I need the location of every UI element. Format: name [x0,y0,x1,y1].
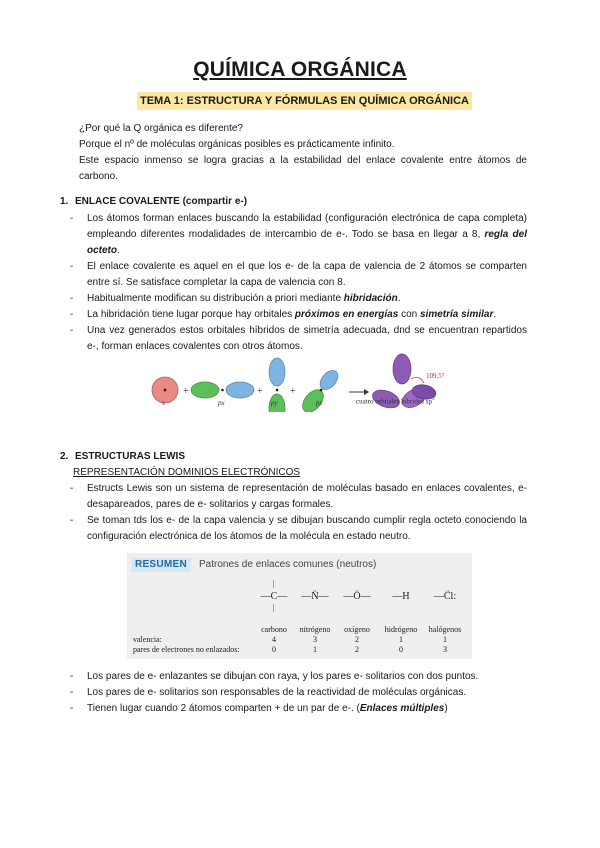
table-cell: 2 [355,635,359,644]
summary-badge: RESUMEN [131,558,191,572]
px-lobe-green [191,382,219,398]
lewis-carbon: —C— [260,591,288,602]
table-cell: 4 [272,635,276,644]
bullet-dash: - [70,309,74,320]
table-cell: 0 [399,645,403,654]
bullet-dash: - [70,671,74,682]
column-header: hidrógeno [384,625,418,634]
nucleus-dot [221,389,224,392]
bullet-dash: - [70,515,74,526]
summary-title: Patrones de enlaces comunes (neutros) [199,559,377,570]
nucleus-dot [164,389,167,392]
lewis-nitrogen: —N̈— [301,591,329,602]
pz-lobe-green [299,386,328,412]
column-header: carbono [261,625,287,634]
column-header: nitrógeno [299,625,331,634]
summary-table [127,553,472,659]
section2-heading: ESTRUCTURAS LEWIS [75,451,185,462]
list-item: Tienen lugar cuando 2 átomos comparten + de un par de e-. (Enlaces múltiples) [87,703,448,714]
bullet-dash: - [70,483,74,494]
page-title: QUÍMICA ORGÁNICA [193,58,407,81]
row-label-valence: valencia: [133,635,162,644]
list-item: Una vez generados estos orbitales híbridos de simetría adecuada, dnd se encuentran repartidos e-, forman enlaces covalentes con otros átomos. [87,325,527,352]
list-item: Se toman tds los e- de la capa valencia y se dibujan buscando cumplir regla octeto conociendo la configuración electrónica de los átomos de la molécula en estado neutro. [87,515,527,542]
angle-label: 109.5° [426,372,445,380]
bullet-dash: - [70,213,74,224]
section1-heading: ENLACE COVALENTE (compartir e-) [75,196,248,207]
bullet-dash: - [70,703,74,714]
table-cell: 1 [399,635,403,644]
table-cell: 1 [313,645,317,654]
bullet-dash: - [70,293,74,304]
plus-sign: + [257,386,263,397]
px-lobe-blue [226,382,254,398]
column-header: halógenos [428,625,462,634]
list-item: Habitualmente modifican su distribución a priori mediante hibridación. [87,293,401,304]
table-cell: 3 [313,635,317,644]
bullet-dash: - [70,261,74,272]
nucleus-dot [320,389,323,392]
label-pz: pz [316,399,323,407]
lewis-halogen: —C̈l: [433,591,457,602]
intro-question: ¿Por qué la Q orgánica es diferente? [79,123,243,134]
py-lobe-blue [269,358,285,386]
section2-number: 2. [60,451,69,462]
bond-line: | [273,603,275,612]
bullet-dash: - [70,687,74,698]
section2-subheading: REPRESENTACIÓN DOMINIOS ELECTRÓNICOS [73,467,301,478]
label-s: s [162,399,165,407]
column-header: oxígeno [344,625,370,634]
label-py: py [271,399,278,407]
label-px: px [218,399,225,407]
list-item: Los átomos forman enlaces buscando la estabilidad (configuración electrónica de capa completa) empleando diferentes modalidades de intercambio de e-. Todo se basa en llegar a 8, regla del octeto. [87,213,527,256]
bond-line: | [273,579,275,588]
row-label-lone-pairs: pares de electrones no enlazados: [133,645,240,654]
table-cell: 1 [443,635,447,644]
bullet-dash: - [70,325,74,336]
page-subtitle: TEMA 1: ESTRUCTURA Y FÓRMULAS EN QUÍMICA ORGÁNICA [137,92,472,110]
plus-sign: + [290,386,296,397]
sp3-lobe-top [393,354,411,384]
nucleus-dot [276,389,279,392]
arrow-head [364,389,369,395]
table-cell: 3 [443,645,447,654]
list-item: Estructs Lewis son un sistema de representación de moléculas basado en enlaces covalentes, e- desapareados, pares de e- solitarios y cargas formales. [87,483,527,510]
intro-paragraph: Este espacio inmenso se logra gracias a la estabilidad del enlace covalente entre átomos de carbono. [79,155,527,182]
lewis-oxygen: —Ö— [343,591,371,602]
angle-arc [411,377,424,383]
plus-sign: + [183,386,189,397]
section1-number: 1. [60,196,69,207]
lewis-hydrogen: —H [392,591,410,602]
intro-answer: Porque el nº de moléculas orgánicas posibles es prácticamente infinito. [79,139,395,150]
list-item: Los pares de e- enlazantes se dibujan con raya, y los pares e- solitarios con dos puntos. [87,671,479,682]
list-item: La hibridación tiene lugar porque hay orbitales próximos en energías con simetría similar. [87,309,497,320]
list-item: El enlace covalente es aquel en el que los e- de la capa de valencia de 2 átomos se comparten entre sí. Se satisface completar la capa de valencia con 8. [87,261,527,288]
list-item: Los pares de e- solitarios son responsables de la reactividad de moléculas orgánicas. [87,687,467,698]
table-cell: 2 [355,645,359,654]
figure-caption: cuatro orbitales híbridos $sp^3$ [356,397,435,406]
table-cell: 0 [272,645,276,654]
